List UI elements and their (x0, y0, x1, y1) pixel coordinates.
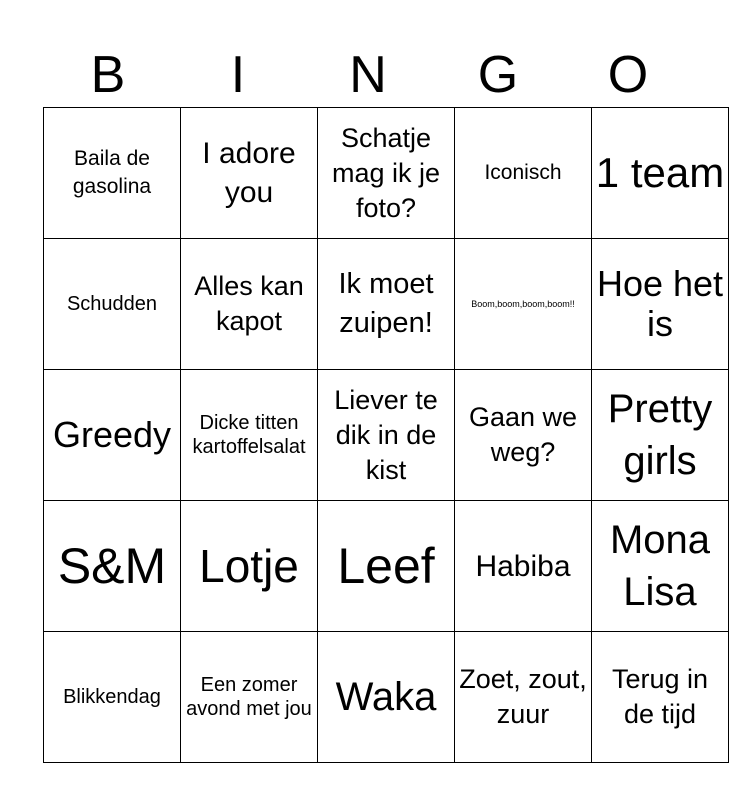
bingo-grid (43, 107, 729, 763)
header-letter-i: I (230, 46, 246, 104)
bingo-header (43, 44, 693, 106)
bingo-cell[interactable]: Leef (318, 501, 455, 632)
header-letter-b: B (90, 46, 126, 104)
header-letter-n: N (349, 46, 387, 104)
bingo-cell[interactable]: Een zomer avond met jou (181, 632, 318, 763)
bingo-cell[interactable]: Iconisch (455, 108, 592, 239)
bingo-cell[interactable]: Mona Lisa (592, 501, 729, 632)
bingo-cell[interactable]: 1 team (592, 108, 729, 239)
header-letter-o: O (607, 46, 649, 104)
header-letter-g: G (477, 46, 519, 104)
bingo-cell[interactable]: Zoet, zout, zuur (455, 632, 592, 763)
bingo-cell[interactable]: Habiba (455, 501, 592, 632)
bingo-cell[interactable]: Dicke titten kartoffelsalat (181, 370, 318, 501)
bingo-cell[interactable]: Pretty girls (592, 370, 729, 501)
bingo-cell[interactable]: Hoe het is (592, 239, 729, 370)
bingo-cell[interactable]: Schudden (44, 239, 181, 370)
bingo-cell[interactable]: Schatje mag ik je foto? (318, 108, 455, 239)
bingo-cell[interactable]: I adore you (181, 108, 318, 239)
bingo-cell[interactable]: Lotje (181, 501, 318, 632)
bingo-row-1 (44, 108, 729, 239)
bingo-cell[interactable]: Waka (318, 632, 455, 763)
bingo-row-2 (44, 239, 729, 370)
bingo-cell[interactable]: Boom,boom,boom,boom!! (455, 239, 592, 370)
bingo-cell[interactable]: Blikkendag (44, 632, 181, 763)
bingo-cell[interactable]: Baila de gasolina (44, 108, 181, 239)
bingo-cell[interactable]: Alles kan kapot (181, 239, 318, 370)
bingo-row-3 (44, 370, 729, 501)
bingo-row-5 (44, 632, 729, 763)
bingo-cell[interactable]: Ik moet zuipen! (318, 239, 455, 370)
bingo-cell[interactable]: Gaan we weg? (455, 370, 592, 501)
bingo-cell[interactable]: Terug in de tijd (592, 632, 729, 763)
bingo-cell[interactable]: Greedy (44, 370, 181, 501)
bingo-row-4 (44, 501, 729, 632)
bingo-cell[interactable]: Liever te dik in de kist (318, 370, 455, 501)
bingo-cell[interactable]: S&M (44, 501, 181, 632)
